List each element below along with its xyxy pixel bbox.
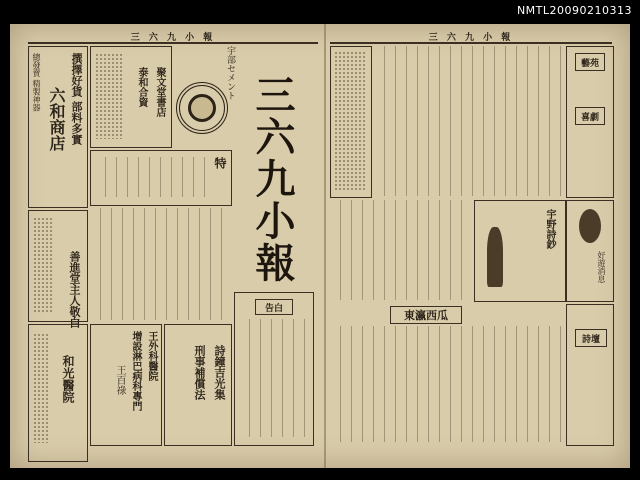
cement-ad-label: 宇部セメント (225, 46, 235, 100)
bookstore-ad-box (90, 46, 172, 148)
watermelon-section-title: 東瀛西瓜 (390, 306, 462, 324)
left-page (28, 30, 318, 462)
poetry-corner-box (566, 304, 614, 446)
notice-text (239, 319, 307, 437)
travel-news-title: 好遊消息 (597, 251, 606, 283)
pharmacy-ad-box (28, 210, 88, 328)
special-text (95, 157, 205, 197)
bookstore-name: 聚文堂書店 (154, 67, 165, 117)
comedy-column-title: 喜劇 (575, 107, 605, 125)
center-fold (324, 24, 326, 468)
right-page (330, 30, 612, 462)
shop-name: 六和商店 (47, 87, 66, 151)
table-box (330, 46, 372, 198)
editorial-article (90, 208, 230, 320)
clinic-name: 王外科醫院 (146, 331, 157, 381)
right-header-title: 三 六 九 小 報 (428, 32, 514, 43)
clinic-ad-box (90, 324, 162, 446)
cartoon-illustration (579, 209, 601, 243)
poetry-ad-box (164, 324, 232, 446)
notice-box (234, 292, 314, 446)
pharmacy-text (33, 217, 53, 313)
hospital-ad-box (28, 324, 88, 462)
pharmacy-name: 善進堂主人敬白 (68, 251, 81, 328)
archive-watermark: NMTL20090210313 (516, 4, 632, 17)
left-header-title: 三 六 九 小 報 (130, 32, 216, 43)
special-label: 特 (213, 157, 227, 169)
law-title: 刑事補償法 (193, 345, 206, 400)
cartoon-box (566, 200, 614, 302)
shop-sub: 總發賣 精製神器 (32, 53, 41, 112)
poems-title: 宇野詩鈔 (544, 209, 555, 249)
poetry-collection-title: 詩鐘吉光集 (213, 345, 226, 400)
right-page-header (330, 30, 612, 44)
schedule-table (334, 51, 366, 191)
arts-column-title: 藝苑 (575, 53, 605, 71)
special-notice-box (90, 150, 232, 206)
shop-ad-box (28, 46, 88, 208)
left-page-header (28, 30, 318, 44)
hospital-text (33, 333, 49, 443)
hospital-name: 和光醫院 (61, 355, 75, 403)
second-article (330, 200, 470, 300)
clinic-doctor: 王百祿 (114, 365, 125, 395)
main-article (374, 46, 564, 196)
shop-tagline: 撰擇好貨 部料多實 (70, 53, 83, 145)
bottom-article (330, 326, 564, 442)
poetry-corner-title: 詩壇 (575, 329, 607, 347)
trading-company-name: 泰和合資 (136, 67, 147, 107)
notice-title: 告白 (255, 299, 293, 315)
poems-box (474, 200, 566, 302)
figure-illustration (487, 227, 503, 287)
clinic-specialty: 增設淋巴病科專門 (130, 331, 141, 411)
newspaper-masthead: 三六九小報 (249, 74, 296, 284)
company-emblem-icon (176, 82, 228, 134)
bookstore-text (95, 53, 123, 139)
arts-column-box (566, 46, 614, 198)
